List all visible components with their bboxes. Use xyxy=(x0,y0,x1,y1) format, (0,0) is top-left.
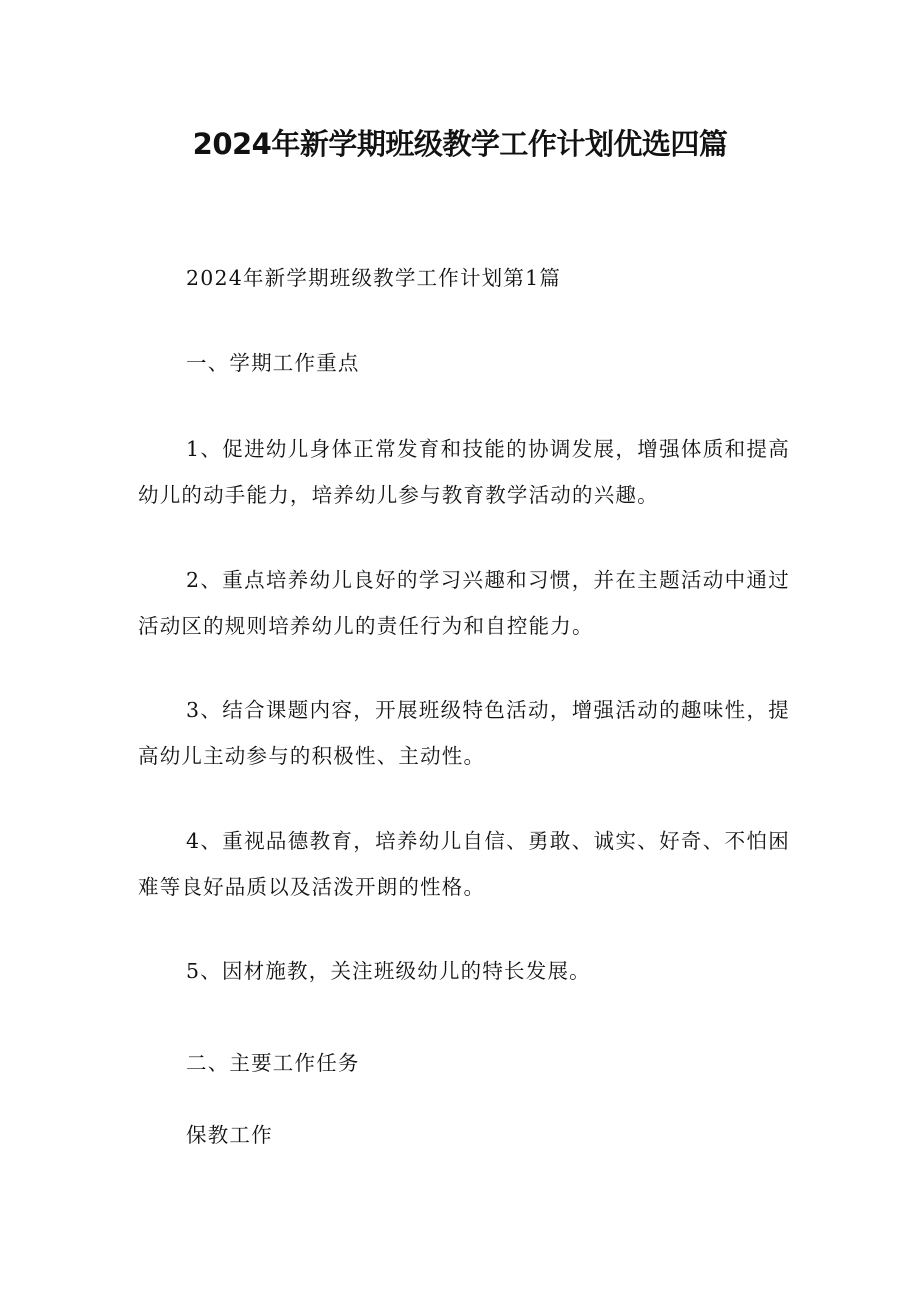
document-title: 2024年新学期班级教学工作计划优选四篇 xyxy=(192,127,728,161)
paragraph-item-5: 5、因材施教，关注班级幼儿的特长发展。 xyxy=(186,959,591,983)
subheading-care-education: 保教工作 xyxy=(186,1123,273,1147)
paragraph-item-2: 2、重点培养幼儿良好的学习兴趣和习惯，并在主题活动中通过活动区的规则培养幼儿的责任行为和自控能力。 xyxy=(138,568,790,638)
paragraph-item-4: 4、重视品德教育，培养幼儿自信、勇敢、诚实、好奇、不怕困难等良好品质以及活泼开朗的性格。 xyxy=(138,829,790,899)
heading-main-tasks: 二、主要工作任务 xyxy=(186,1051,360,1075)
paragraph-item-3: 3、结合课题内容，开展班级特色活动，增强活动的趣味性，提高幼儿主动参与的积极性、主动性。 xyxy=(138,698,790,768)
section-heading-part-1: 2024年新学期班级教学工作计划第1篇 xyxy=(186,266,562,290)
heading-semester-focus: 一、学期工作重点 xyxy=(186,351,360,375)
paragraph-item-1: 1、促进幼儿身体正常发育和技能的协调发展，增强体质和提高幼儿的动手能力，培养幼儿参与教育教学活动的兴趣。 xyxy=(138,437,790,507)
